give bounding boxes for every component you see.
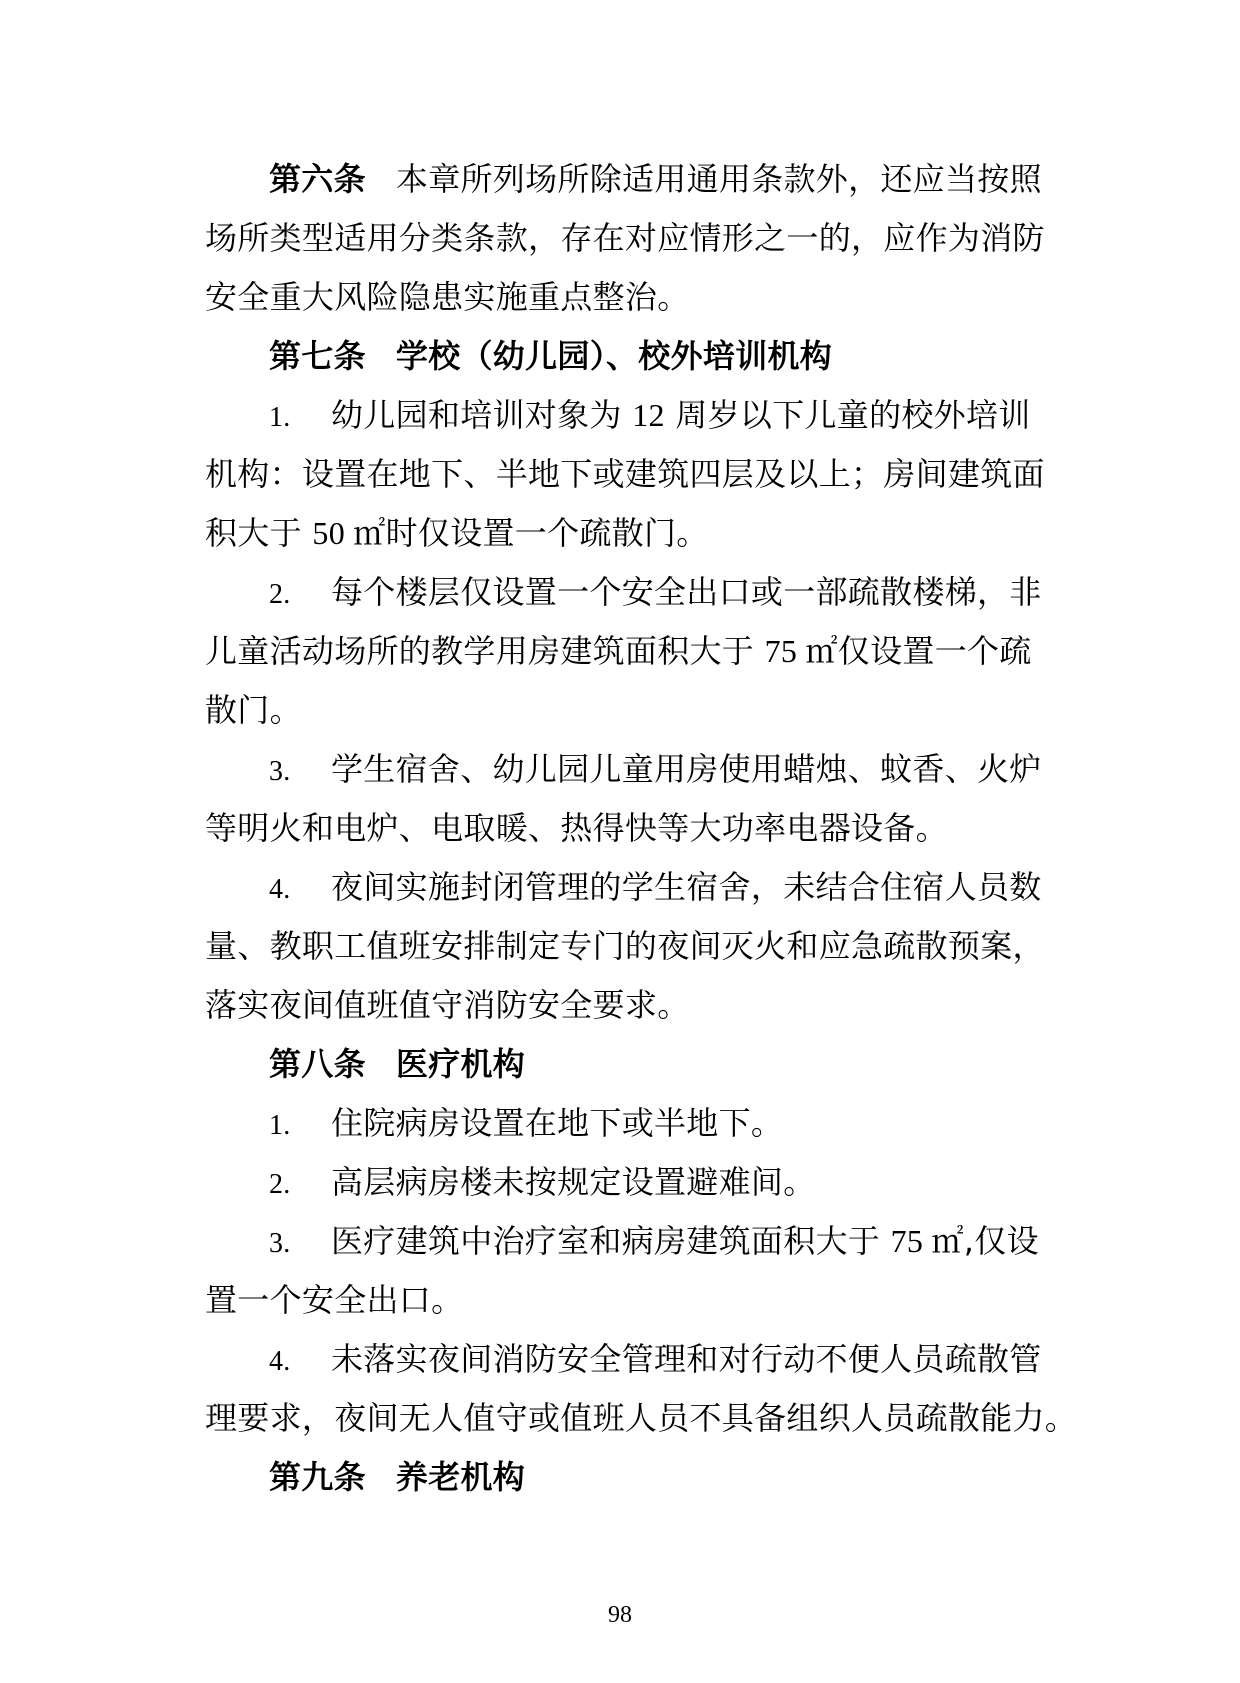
article-7-label: 第七条 <box>269 337 366 375</box>
article-7-item-3-line-1 <box>205 740 1042 799</box>
article-6-text-1: 本章所列场所除适用通用条款外，还应当按照 <box>395 160 1042 198</box>
article-7-item-2-line-1 <box>205 563 1042 622</box>
article-8-title: 医疗机构 <box>395 1045 526 1083</box>
item-number: 1. <box>269 402 291 433</box>
item-text: 医疗建筑中治疗室和病房建筑面积大于 <box>331 1222 881 1260</box>
article-7-item-2-line-2 <box>205 622 1035 681</box>
article-9-title: 养老机构 <box>395 1458 526 1496</box>
item-text: 时仅设置一个疏散门。 <box>385 514 709 552</box>
item-text: 夜间实施封闭管理的学生宿舍，未结合住宿人员数 <box>331 868 1042 906</box>
article-7-item-4-line-3: 落实夜间值班值守消防安全要求。 <box>205 986 690 1024</box>
item-text: 住院病房设置在地下或半地下。 <box>331 1104 784 1142</box>
item-text: 周岁以下儿童的校外培训 <box>675 396 1031 434</box>
item-number: 2. <box>269 579 291 610</box>
article-8-item-4-line-2: 理要求，夜间无人值守或值班人员不具备组织人员疏散能力。 <box>205 1399 1078 1437</box>
item-number-value: 75 ㎡ <box>764 633 838 669</box>
article-7-heading <box>205 327 1035 386</box>
item-text: 积大于 <box>205 514 302 552</box>
article-6-label: 第六条 <box>269 160 366 198</box>
article-7-title: 学校（幼儿园）、校外培训机构 <box>395 337 833 375</box>
item-number: 3. <box>269 1228 291 1259</box>
item-number: 4. <box>269 874 291 905</box>
article-8-heading <box>205 1035 1035 1094</box>
article-7-item-1-line-1 <box>205 386 1035 445</box>
article-6-line-2: 场所类型适用分类条款，存在对应情形之一的，应作为消防 <box>205 219 1045 257</box>
item-number-value: 75 ㎡ <box>890 1223 964 1259</box>
article-8-item-2-line-1 <box>205 1153 1035 1212</box>
item-number: 3. <box>269 756 291 787</box>
item-text: 学生宿舍、幼儿园儿童用房使用蜡烛、蚊香、火炉 <box>331 750 1042 788</box>
article-8-item-1-line-1 <box>205 1094 1035 1153</box>
article-7-item-3-line-2: 等明火和电炉、电取暖、热得快等大功率电器设备。 <box>205 809 948 847</box>
document-body <box>205 150 1078 1507</box>
item-number: 2. <box>269 1169 291 1200</box>
item-text: 未落实夜间消防安全管理和对行动不便人员疏散管 <box>331 1340 1042 1378</box>
article-9-heading <box>205 1448 1035 1507</box>
item-text: 每个楼层仅设置一个安全出口或一部疏散楼梯，非 <box>331 573 1042 611</box>
item-text: 仅设置一个疏 <box>837 632 1032 670</box>
item-text: 儿童活动场所的教学用房建筑面积大于 <box>205 632 755 670</box>
article-6-line-3: 安全重大风险隐患实施重点整治。 <box>205 278 690 316</box>
item-number-value: 12 <box>632 397 665 433</box>
item-text: 幼儿园和培训对象为 <box>331 396 622 434</box>
article-7-item-2-line-3: 散门。 <box>205 691 302 729</box>
item-number: 1. <box>269 1110 291 1141</box>
article-7-item-1-line-2: 机构：设置在地下、半地下或建筑四层及以上；房间建筑面 <box>205 455 1045 493</box>
article-6-line-1 <box>205 150 1042 209</box>
article-8-item-3-line-2: 置一个安全出口。 <box>205 1281 464 1319</box>
article-8-label: 第八条 <box>269 1045 366 1083</box>
article-7-item-4-line-2: 量、教职工值班安排制定专门的夜间灭火和应急疏散预案， <box>205 927 1045 965</box>
article-9-label: 第九条 <box>269 1458 366 1496</box>
item-text: ,仅设 <box>963 1222 1039 1260</box>
article-7-item-4-line-1 <box>205 858 1042 917</box>
item-number: 4. <box>269 1346 291 1377</box>
page-number: 98 <box>608 1602 632 1628</box>
article-7-item-1-line-3 <box>205 504 1035 563</box>
article-8-item-4-line-1 <box>205 1330 1042 1389</box>
item-number-value: 50 ㎡ <box>312 515 386 551</box>
article-8-item-3-line-1 <box>205 1212 1039 1271</box>
item-text: 高层病房楼未按规定设置避难间。 <box>331 1163 816 1201</box>
